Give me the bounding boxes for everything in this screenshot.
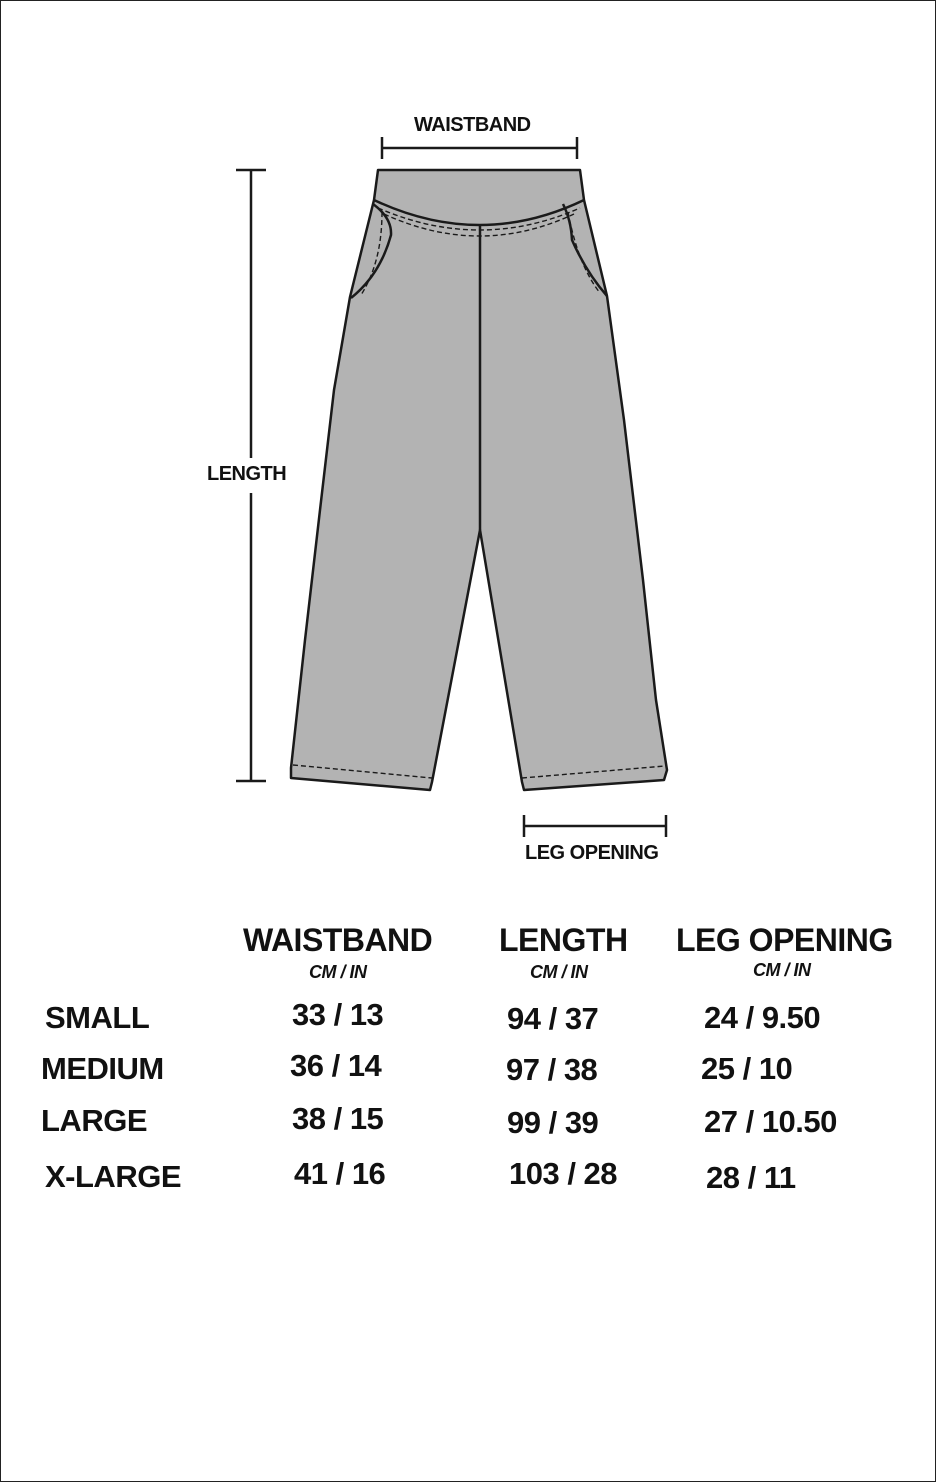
waistband-label: WAISTBAND — [414, 114, 531, 136]
length-value: 97 / 38 — [506, 1052, 598, 1087]
leg-opening-label: LEG OPENING — [525, 842, 659, 864]
length-value: 103 / 28 — [509, 1156, 618, 1191]
column-header-length: LENGTH — [499, 922, 628, 958]
length-value: 99 / 39 — [507, 1105, 599, 1140]
size-label: MEDIUM — [41, 1051, 164, 1086]
waistband-value: 36 / 14 — [290, 1048, 382, 1083]
size-label: SMALL — [45, 1000, 150, 1035]
size-label: LARGE — [41, 1103, 147, 1138]
waistband-value: 38 / 15 — [292, 1101, 384, 1136]
column-header-leg-opening: LEG OPENING — [676, 922, 893, 958]
waistband-value: 33 / 13 — [292, 997, 384, 1032]
waistband-value: 41 / 16 — [294, 1156, 386, 1191]
length-value: 94 / 37 — [507, 1001, 599, 1036]
column-header-waistband: WAISTBAND — [243, 922, 433, 958]
pants-illustration — [291, 170, 667, 790]
length-label: LENGTH — [207, 463, 287, 485]
leg-opening-value: 28 / 11 — [706, 1160, 796, 1195]
column-unit-length: CM / IN — [530, 962, 588, 982]
leg-opening-dimension — [524, 815, 666, 837]
column-unit-waistband: CM / IN — [309, 962, 367, 982]
leg-opening-value: 27 / 10.50 — [704, 1104, 837, 1139]
leg-opening-value: 25 / 10 — [701, 1051, 793, 1086]
size-label: X-LARGE — [45, 1159, 181, 1194]
column-unit-leg-opening: CM / IN — [753, 960, 811, 980]
waistband-dimension — [382, 137, 577, 159]
leg-opening-value: 24 / 9.50 — [704, 1000, 821, 1035]
